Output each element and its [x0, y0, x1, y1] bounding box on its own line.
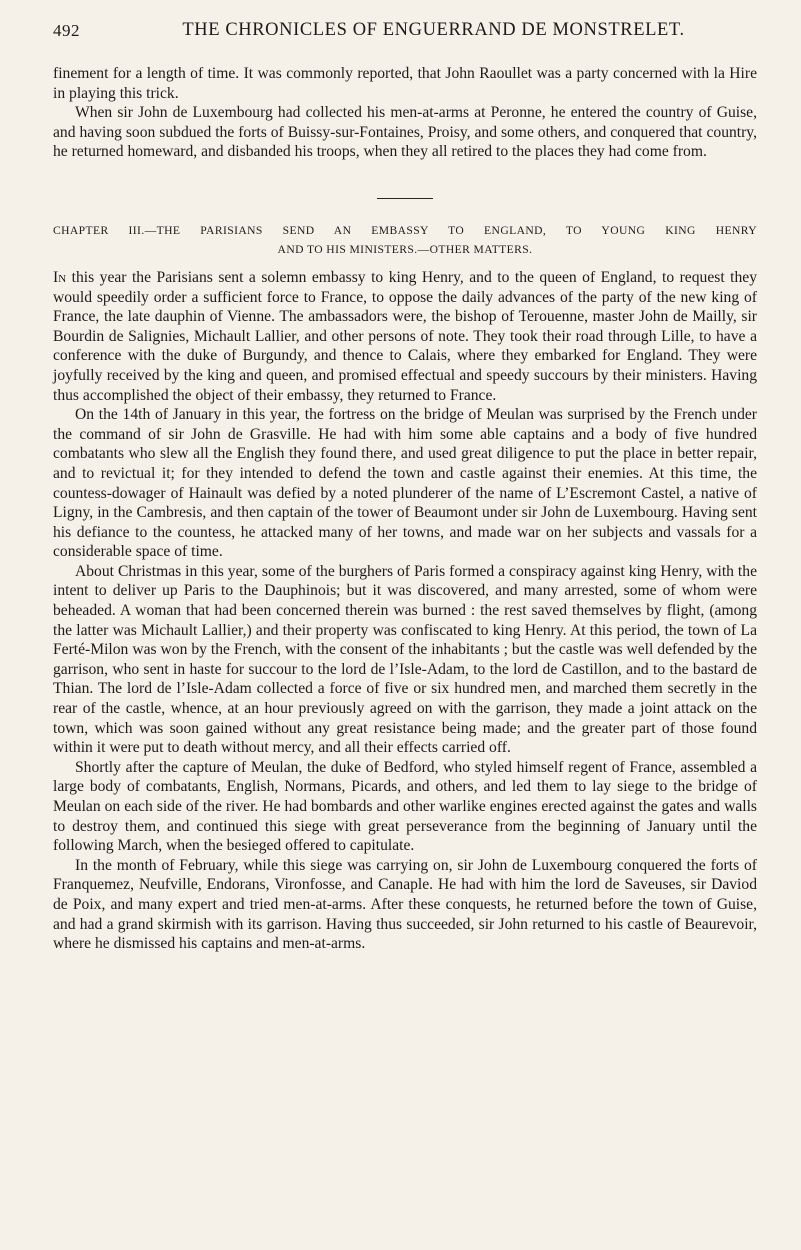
chapter-heading	[53, 221, 757, 259]
paragraph-luxembourg-guise: When sir John de Luxembourg had collected his men-at-arms at Peronne, he entered the country of Guise, and having soon subdued the forts of Buissy-sur-Fontaines, Proisy, and some others, and conquered that country, he returned homeward, and disbanded his troops, when they all retired to the places they had come from.	[53, 104, 757, 161]
paragraph-meulan-surprise: On the 14th of January in this year, the fortress on the bridge of Meulan was surprised by the French under the command of sir John de Grasville. He had with him some able captains and a body of five hundred combatants who slew all the English they found there, and used great diligence to put the place in better repair, and to revictual it; for they intended to defend the town and castle against their enemies. At this time, the countess-dowager of Hainault was defied by a noted plunderer of the name of L’Escremont Castel, a native of Ligny, in the Cambresis, and then captain of the tower of Beaumont under sir John de Luxembourg. Having sent his defiance to the countess, he attacked many of her towns, and made war on her subjects and vassals for a considerable space of time.	[53, 406, 757, 561]
running-title: THE CHRONICLES OF ENGUERRAND DE MONSTRELET.	[182, 20, 685, 40]
paragraph-siege-meulan: Shortly after the capture of Meulan, the duke of Bedford, who styled himself regent of France, assembled a large body of combatants, English, Normans, Picards, and others, and led them to lay siege to the bridge of Meulan on each side of the river. He had bombards and other warlike engines erected against the gates and walls to destroy them, and continued this siege with great perseverance from the beginning of January until the following March, when the besieged offered to capitulate.	[53, 758, 757, 855]
paragraph-parisian-embassy	[53, 268, 757, 405]
running-head	[53, 0, 757, 64]
chapter-heading-line-2: AND TO HIS MINISTERS.—OTHER MATTERS.	[277, 242, 533, 256]
paragraph-lead-word: In	[53, 268, 67, 286]
section-divider	[377, 198, 433, 199]
page-number: 492	[53, 21, 80, 40]
continuation-paragraph: finement for a length of time. It was commonly reported, that John Raoullet was a party concerned with la Hire in playing this trick.	[53, 65, 757, 102]
paragraph-paris-conspiracy: About Christmas in this year, some of the burghers of Paris formed a conspiracy against king Henry, with the intent to deliver up Paris to the Dauphinois; but it was discovered, and many arrested, some of whom were beheaded. A woman that had been concerned therein was burned : the rest saved themselves by flight, (among the latter was Michault Lallier,) and their property was confiscated to king Henry. At this period, the town of La Ferté-Milon was won by the French, with the consent of the inhabitants ; but the castle was well defended by the garrison, who sent in haste for succour to the lord de l’Isle-Adam, to the lord de Castillon, and to the bastard de Thian. The lord de l’Isle-Adam collected a force of five or six hundred men, and marched them secretly in the rear of the castle, whence, at an hour previously agreed on with the garrison, they made a joint attack on the town, which was soon gained without any great resistance being made; and the greater part of those found within it were put to death without mercy, and all their effects carried off.	[53, 562, 757, 757]
paragraph-text: this year the Parisians sent a solemn embassy to king Henry, and to the queen of England, to request they would speedily order a sufficient force to France, to oppose the daily advances of the party of the new king of France, the late dauphin of Vienne. The ambassadors were, the bishop of Terouenne, master John de Mailly, sir Bourdin de Salignies, Michault Lallier, and other persons of note. They took their road through Lille, to have a conference with the duke of Burgundy, and thence to Calais, where they embarked for England. They were joyfully received by the king and queen, and promised effectual and speedy succours by their ministers. Having thus accomplished the object of their embassy, they returned to France.	[53, 268, 757, 404]
chapter-heading-line-1: CHAPTER III.—THE PARISIANS SEND AN EMBASSY TO ENGLAND, TO YOUNG KING HENRY	[53, 223, 757, 237]
paragraph-february-conquests: In the month of February, while this siege was carrying on, sir John de Luxembourg conquered the forts of Franquemez, Neufville, Endorans, Vironfosse, and Canaple. He had with him the lord de Saveuses, sir Daviod de Poix, and many expert and tried men-at-arms. After these conquests, he returned before the town of Guise, and had a grand skirmish with its garrison. Having thus succeeded, sir John returned to his castle of Beaurevoir, where he dismissed his captains and men-at-arms.	[53, 856, 757, 953]
